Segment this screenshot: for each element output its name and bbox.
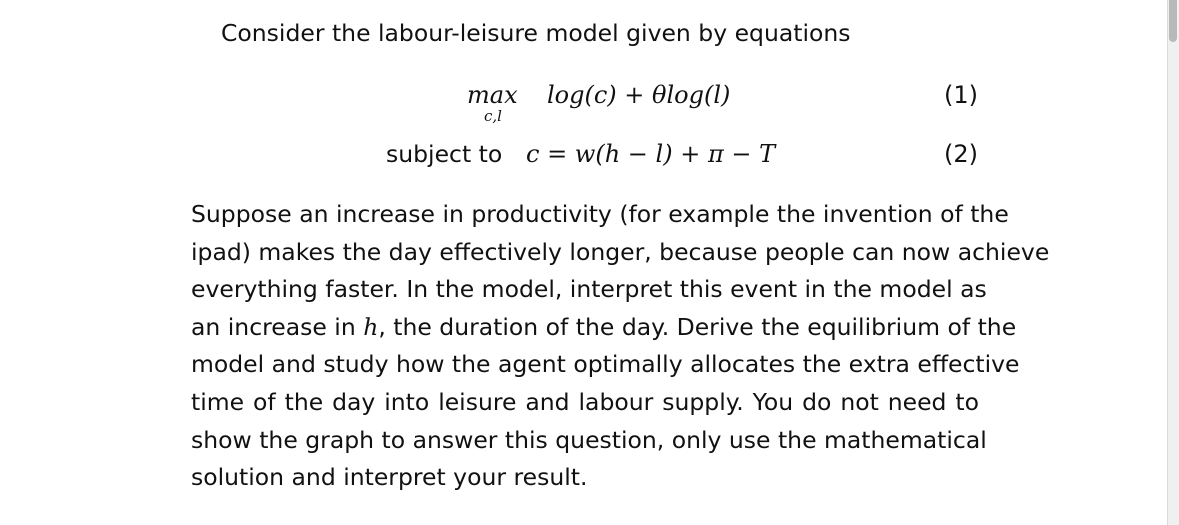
paragraph-line [191, 309, 1017, 347]
paragraph-line: ipad) makes the day effectively longer, because people can now achieve [191, 237, 1050, 266]
paragraph-line: everything faster. In the model, interpret this event in the model as [191, 275, 987, 304]
paragraph-text: an increase in [191, 312, 364, 341]
equation-1-operator: max [467, 81, 518, 109]
paragraph-line: solution and interpret your result. [191, 463, 588, 492]
equation-2-expression: c = w(h − l) + π − T [526, 140, 776, 168]
equation-1-objective: log(c) + θlog(l) [547, 81, 731, 109]
paragraph-text: , the duration of the day. Derive the equilibrium of the [378, 312, 1017, 341]
paragraph-line: show the graph to answer this question, only use the mathematical [191, 425, 987, 454]
intro-text: Consider the labour-leisure model given by equations [221, 19, 851, 47]
scrollbar-track[interactable] [1167, 0, 1179, 525]
question-paragraph [191, 196, 1050, 497]
paragraph-line: Suppose an increase in productivity (for example the invention of the [191, 200, 1009, 228]
equation-1-number: (1) [944, 81, 978, 109]
equation-2-number: (2) [944, 140, 978, 168]
equation-2-prefix: subject to [386, 140, 503, 168]
equation-1-subscript: c,l [484, 107, 502, 125]
paragraph-line: model and study how the agent optimally allocates the extra effective [191, 350, 1020, 379]
variable-h: h [363, 312, 379, 341]
paragraph-line: time of the day into leisure and labour supply. You do not need to [191, 387, 979, 416]
scrollbar-thumb[interactable] [1169, 0, 1177, 42]
